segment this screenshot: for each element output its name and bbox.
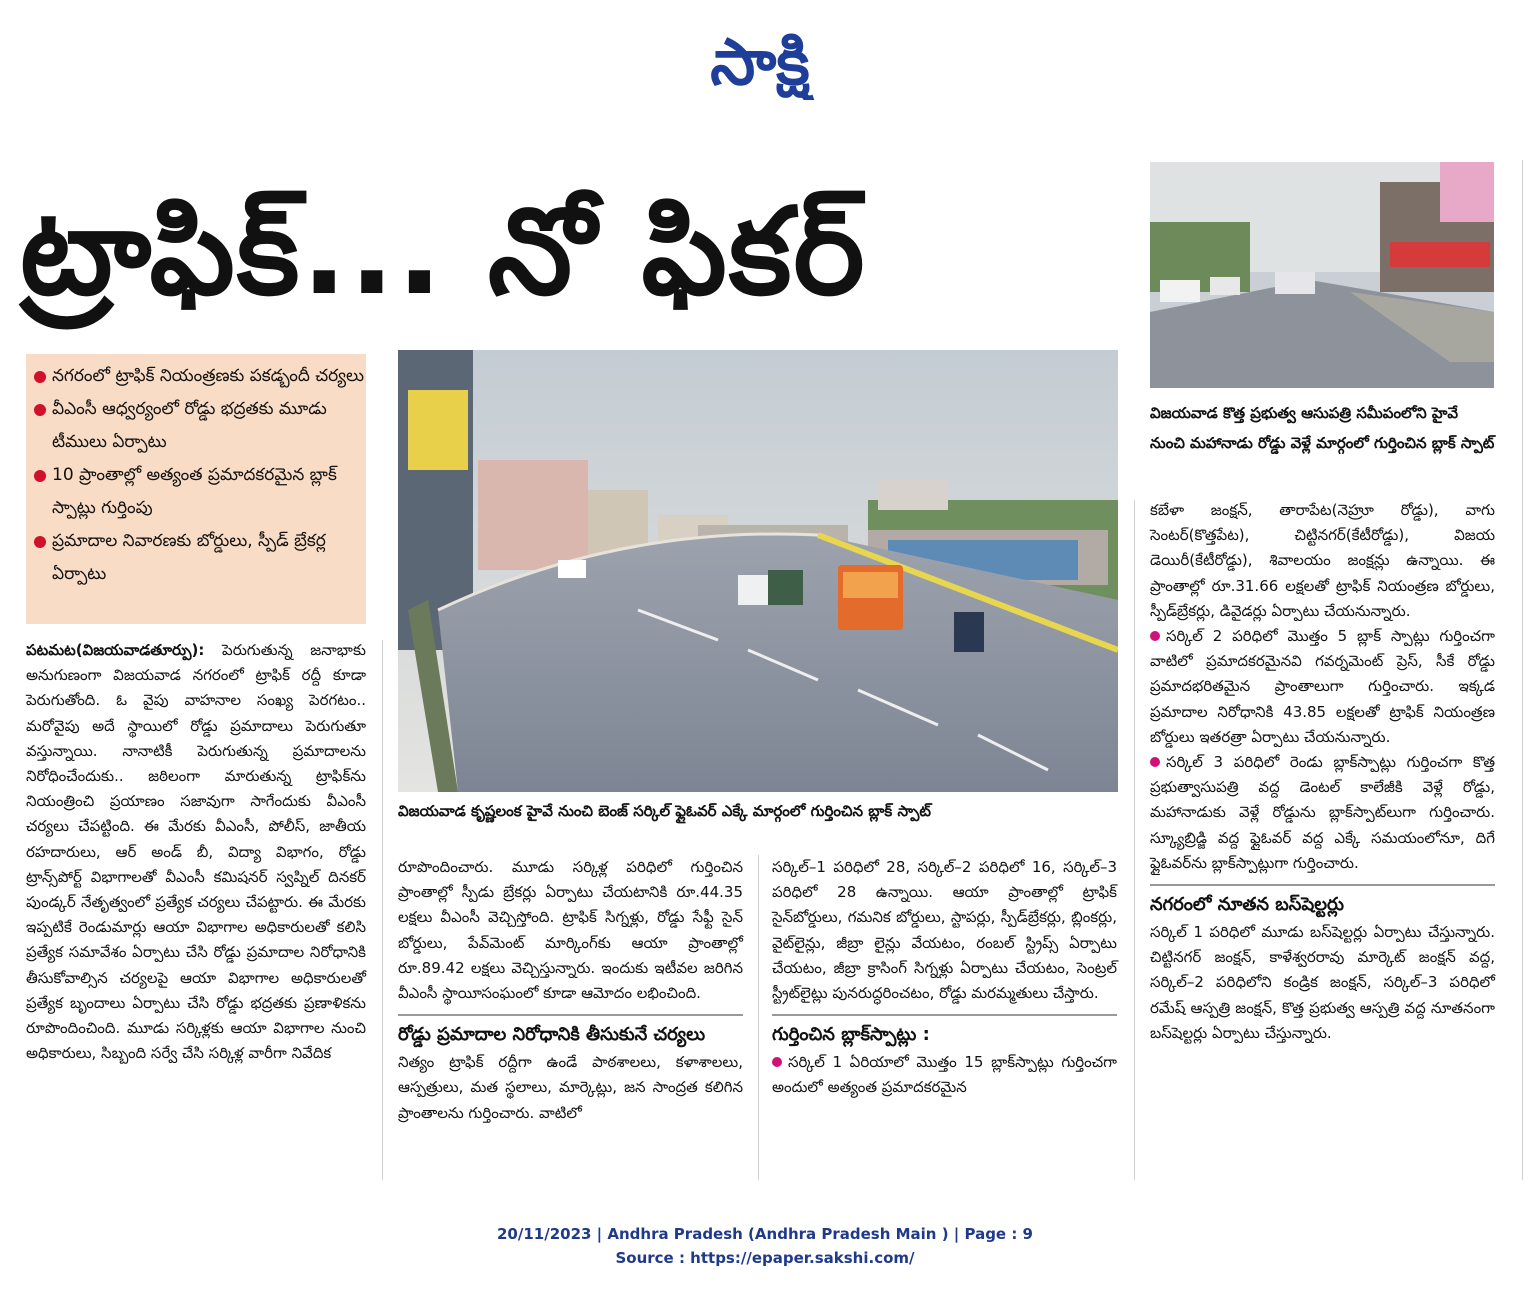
road-photo-image <box>398 350 1118 792</box>
article-column-3 <box>772 855 1117 1101</box>
footer-source-link[interactable]: Source : https://epaper.sakshi.com/ <box>615 1249 915 1267</box>
article-body: కబేళా జంక్షన్, తారాపేట(నెహ్రూ రోడ్డు), వాగు సెంటర్(కొత్తపేట), చిట్టినగర్(కేటీరోడ్డు), విజయ డెయిరీ(కేటీరోడ్డు), శివాలయం జంక్షన్లు ఉన్నాయి. ఈ ప్రాంతాల్లో రూ.31.66 లక్షలతో ట్రాఫిక్ నియంత్రణ బోర్డులు, స్పీడ్‌బ్రేకర్లు, డివైడర్లు ఏర్పాటు చేయనున్నారు. <box>1150 501 1495 620</box>
subheading: గుర్తించిన బ్లాక్‌స్పాట్లు : <box>772 1014 1117 1050</box>
headline: ట్రాఫిక్... నో ఫికర్ <box>20 183 867 322</box>
masthead-logo <box>630 22 890 100</box>
bullet-icon <box>772 1057 782 1067</box>
column-divider <box>1134 500 1135 1180</box>
photo-caption-2: విజయవాడ కొత్త ప్రభుత్వ ఆసుపత్రి సమీపంలోని హైవే నుంచి మహానాడు రోడ్డు వెళ్లే మార్గంలో గుర్తించిన బ్లాక్ స్పాట్ <box>1150 404 1495 452</box>
article-body: పెరుగుతున్న జనాభాకు అనుగుణంగా విజయవాడ నగరంలో ట్రాఫిక్ రద్దీ కూడా పెరుగుతోంది. ఓ వైపు వాహనాల సంఖ్య పెరగటం.. మరోవైపు అదే స్థాయిలో రోడ్డు ప్రమాదాలు పెరుగుతూ వస్తున్నాయి. నానాటికీ పెరుగుతున్న ప్రమాదాలను నిరోధించేందుకు.. జఠిలంగా మారుతున్న ట్రాఫిక్‌ను నియంత్రించి ప్రయాణం సజావుగా సాగేందుకు వీఎంసీ చర్యలు చేపట్టింది. ఈ మేరకు వీఎంసీ, పోలీస్, జాతీయ రహదారులు, ఆర్ అండ్ బీ, విద్యా విభాగం, రోడ్డు ట్రాన్స్‌పోర్ట్ విభాగాలతో వీఎంసీ కమిషనర్ స్వప్నిల్ దినకర్ పుండ్కర్ నేతృత్వంలో ప్రత్యేక చర్యలు చేపట్టారు. ఈ మేరకు ఇప్పటికే రెండుమార్లు ఆయా విభాగాల అధికారులతో కలిసి ప్రత్యేక సమావేశం ఏర్పాటు చేసి రోడ్డు ప్రమాదాల నిరోధానికి తీసుకోవాల్సిన చర్యలపై ఆయా విభాగాల అధికారులతో ప్రత్యేక బృందాలు ఏర్పాటు చేసి రోడ్డు భద్రతకు ప్రణాళికను రూపొందించింది. మూడు సర్కిళ్లకు ఆయా విభాగాల నుంచి అధికారులు, సిబ్బంది సర్వే చేసి సర్కిళ్ల వారీగా నివేదిక <box>26 641 366 1063</box>
highlights-box <box>26 354 366 624</box>
photo-caption-1: విజయవాడ కృష్ణలంక హైవే నుంచి బెంజ్ సర్కిల్ ఫ్లైఓవర్ ఎక్కే మార్గంలో గుర్తించిన బ్లాక్ స్పాట్ <box>398 802 931 820</box>
subheading: నగరంలో నూతన బస్‌షెల్టర్లు <box>1150 884 1495 920</box>
article-column-4 <box>1150 498 1495 1046</box>
article-body: సర్కిల్ 1 పరిధిలో మూడు బస్‌షెల్టర్లు ఏర్పాటు చేస్తున్నారు. చిట్టినగర్ జంక్షన్, కాళేశ్వరరావు మార్కెట్ జంక్షన్ వద్ద, సర్కిల్–2 పరిధిలోని కండ్రిక జంక్షన్, సర్కిల్–3 పరిధిలో రమేష్ ఆస్పత్రి జంక్షన్, కొత్త ప్రభుత్వ ఆస్పత్రి వద్ద నూతనంగా బస్‌షెల్టర్లు ఏర్పాటు చేస్తున్నారు. <box>1150 923 1495 1042</box>
column-divider <box>758 855 759 1180</box>
article-body: సర్కిల్ 3 పరిధిలో రెండు బ్లాక్‌స్పాట్లు గుర్తించగా కొత్త ప్రభుత్వాసుపత్రి వద్ద డెంటల్ కాలేజీకి వెళ్లే రోడ్డు, మహానాడుకు వెళ్లే రోడ్డును బ్లాక్‌స్పాట్‌లుగా గుర్తించారు. స్క్యూబ్రిడ్జి వద్ద ఫ్లైఓవర్ వద్ద ఎక్కే సమయంలోనూ, దిగే ఫ్లైఓవర్‌ను బ్లాక్‌స్పాట్లుగా గుర్తించారు. <box>1150 753 1495 872</box>
logo-text: సాక్షి <box>710 26 810 100</box>
highlight-item: ప్రమాదాల నివారణకు బోర్డులు, స్పీడ్ బ్రేకర్ల ఏర్పాటు <box>26 525 366 591</box>
article-column-1 <box>26 638 366 1066</box>
article-body: సర్కిల్ 2 పరిధిలో మొత్తం 5 బ్లాక్ స్పాట్లు గుర్తించగా వాటిలో ప్రమాదకరమైనవి గవర్నమెంట్ ప్రెస్, సీకే రోడ్డు ప్రమాదభరితమైన ప్రాంతాలుగా గుర్తించారు. ఇక్కడ ప్రమాదాల నిరోధానికి 43.85 లక్షలతో ట్రాఫిక్ నియంత్రణ బోర్డులు ఇతరత్రా ఏర్పాటు చేయనున్నారు. <box>1150 627 1495 746</box>
photo-highway-junction <box>1150 162 1494 388</box>
bullet-icon <box>1150 631 1160 641</box>
highlight-item: 10 ప్రాంతాల్లో అత్యంత ప్రమాదకరమైన బ్లాక్ స్పాట్లు గుర్తింపు <box>26 459 366 525</box>
article-body: సర్కిల్–1 పరిధిలో 28, సర్కిల్–2 పరిధిలో 16, సర్కిల్–3 పరిధిలో 28 ఉన్నాయి. ఆయా ప్రాంతాల్లో ట్రాఫిక్ సైన్‌బోర్డులు, గమనిక బోర్డులు, స్టాపర్లు, స్పీడ్‌బ్రేకర్లు, బ్లింకర్లు, వైట్‌లైన్లు, జీబ్రా లైన్లు వేయటం, రంబల్ స్ట్రిప్స్ ఏర్పాటు చేయటం, జీబ్రా క్రాసింగ్ సిగ్నళ్లు ఏర్పాటు చేయటం, సెంట్రల్ స్ట్రీట్‌లైట్లు పునరుద్ధరించటం, రోడ్డు మరమ్మతులు చేస్తారు. <box>772 858 1117 1003</box>
bullet-icon <box>1150 757 1160 767</box>
bullet-icon <box>34 371 46 383</box>
subheading: రోడ్డు ప్రమాదాల నిరోధానికి తీసుకునే చర్యలు <box>398 1014 743 1050</box>
photo-flyover-road <box>398 350 1118 792</box>
column-divider <box>382 640 383 1180</box>
footer-edition-info: 20/11/2023 | Andhra Pradesh (Andhra Pradesh Main ) | Page : 9 <box>496 1225 1033 1243</box>
highlight-item: వీఎంసీ ఆధ్వర్యంలో రోడ్డు భద్రతకు మూడు టీములు ఏర్పాటు <box>26 393 366 459</box>
bullet-icon <box>34 536 46 548</box>
article-body: సర్కిల్ 1 ఏరియాలో మొత్తం 15 బ్లాక్‌స్పాట్లు గుర్తించగా అందులో అత్యంత ప్రమాదకరమైన <box>772 1053 1117 1097</box>
highway-photo-image <box>1150 162 1494 388</box>
bullet-icon <box>34 470 46 482</box>
bullet-icon <box>34 404 46 416</box>
dateline: పటమట(విజయవాడతూర్పు): <box>26 641 205 659</box>
article-body: నిత్యం ట్రాఫిక్ రద్దీగా ఉండే పాఠశాలలు, కళాశాలలు, ఆస్పత్రులు, మత స్థలాలు, మార్కెట్లు, జన సాంద్రత కలిగిన ప్రాంతాలను గుర్తించారు. వాటిలో <box>398 1053 743 1122</box>
article-column-2 <box>398 855 743 1126</box>
highlight-item: నగరంలో ట్రాఫిక్ నియంత్రణకు పకడ్బందీ చర్యలు <box>26 360 366 393</box>
article-body: రూపొందించారు. మూడు సర్కిళ్ల పరిధిలో గుర్తించిన ప్రాంతాల్లో స్పీడు బ్రేకర్లు ఏర్పాటు చేయటానికి రూ.44.35 లక్షలు వీఎంసీ వెచ్చిస్తోంది. ట్రాఫిక్ సిగ్నళ్లు, రోడ్డు సేఫ్టీ సైన్ బోర్డులు, పేవ్‌మెంట్ మార్కింగ్‌కు ఆయా ప్రాంతాల్లో రూ.89.42 లక్షలు వెచ్చిస్తున్నారు. ఇందుకు ఇటీవల జరిగిన వీఎంసీ స్థాయీసంఘంలో కూడా ఆమోదం లభించింది. <box>398 858 743 1003</box>
column-divider <box>1522 160 1523 1180</box>
sakshi-logo-icon <box>630 22 890 100</box>
